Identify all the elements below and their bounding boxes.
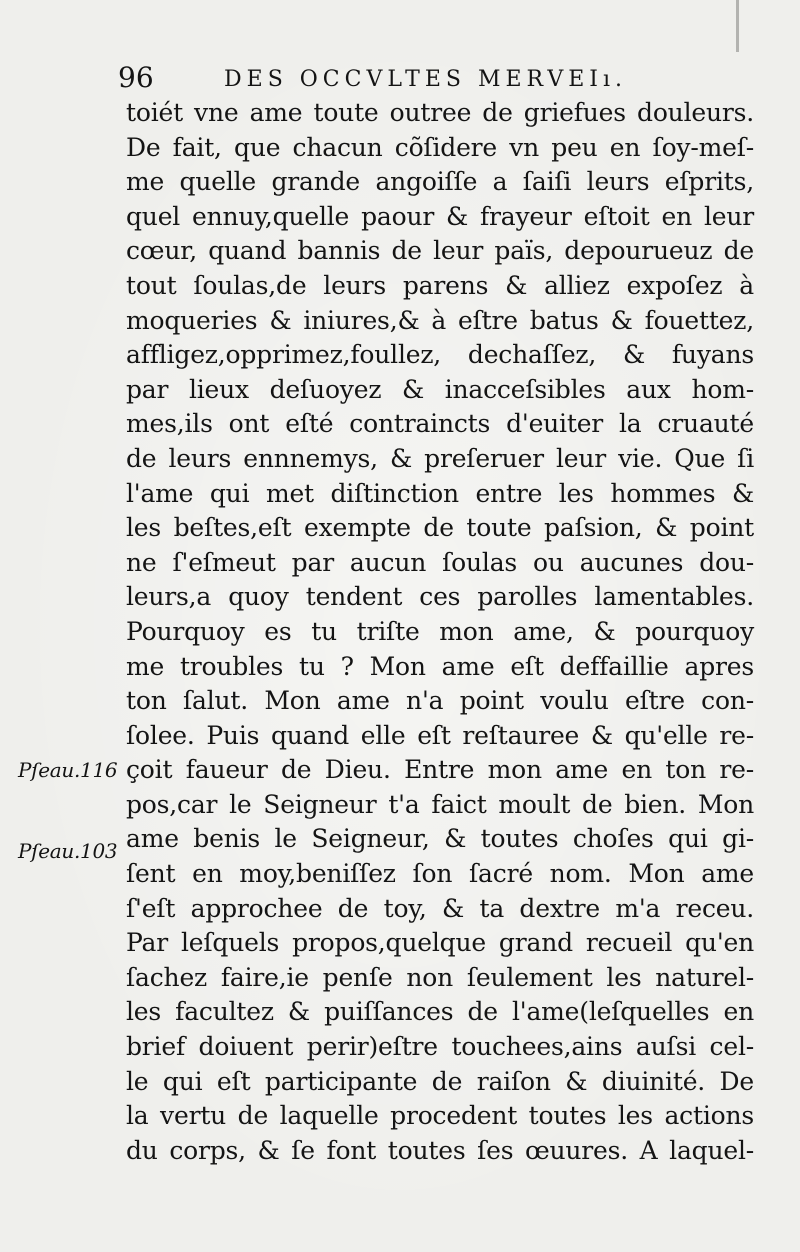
text-line: ne ſ'eſmeut par aucun ſoulas ou aucunes dou-: [126, 547, 754, 577]
text-line: quel ennuy,quelle paour & frayeur eſtoit en leur: [126, 201, 754, 231]
text-line: ame benis le Seigneur, & toutes choſes qui gi-: [126, 824, 754, 854]
text-line: de leurs ennnemys, & preſeruer leur vie. Que ſi: [126, 443, 754, 473]
text-line: ſent en moy,beniſſez ſon ſacré nom. Mon ame: [126, 859, 754, 889]
text-line: çoit faueur de Dieu. Entre mon ame en ton re-: [126, 755, 754, 785]
text-line: cœur, quand bannis de leur païs, depourueuz de: [126, 236, 754, 266]
text-line: le qui eſt participante de raiſon & diuinité. De: [126, 1066, 754, 1096]
margin-note-psalm-116: Pſeau.116: [18, 758, 118, 782]
text-line: ſachez faire,ie penſe non ſeulement les naturel-: [126, 962, 754, 992]
body-text: [126, 96, 754, 1168]
text-line: moqueries & iniures,& à eſtre batus & fouettez,: [126, 305, 754, 335]
page-edge-mark: [736, 0, 739, 52]
text-line: Par leſquels propos,quelque grand recueil qu'en: [126, 928, 754, 958]
text-line: les facultez & puiſſances de l'ame(leſquelles en: [126, 997, 754, 1027]
text-line: mes,ils ont eſté contraincts d'euiter la cruauté: [126, 409, 754, 439]
page-number: 96: [118, 61, 154, 94]
text-line: ſ'eſt approchee de toy, & ta dextre m'a receu.: [126, 893, 754, 923]
running-head: [118, 58, 678, 98]
text-line: brief doiuent perir)eſtre touchees,ains auſsi cel-: [126, 1032, 754, 1062]
running-title: DES OCCVLTES MERVEIı.: [224, 67, 627, 92]
text-line: ſolee. Puis quand elle eſt reſtauree & qu'elle re-: [126, 720, 754, 750]
text-line: Pourquoy es tu triſte mon ame, & pourquoy: [126, 616, 754, 646]
text-line: les beſtes,eſt exempte de toute paſsion, & point: [126, 513, 754, 543]
text-line: leurs,a quoy tendent ces parolles lamentables.: [126, 582, 754, 612]
text-line: affligez,opprimez,foullez, dechaſſez, & fuyans: [126, 340, 754, 370]
text-line: par lieux deſuoyez & inacceſsibles aux hom-: [126, 374, 754, 404]
margin-note-psalm-103: Pſeau.103: [18, 839, 118, 863]
text-line: pos,car le Seigneur t'a faict moult de bien. Mon: [126, 789, 754, 819]
text-line: l'ame qui met diſtinction entre les hommes &: [126, 478, 754, 508]
text-line: me quelle grande angoiſſe a ſaiſi leurs eſprits,: [126, 167, 754, 197]
text-line: du corps, & ſe font toutes ſes œuures. A laquel-: [126, 1135, 754, 1165]
text-line: De fait, que chacun cõſidere vn peu en ſoy-meſ-: [126, 132, 754, 162]
text-line: toiét vne ame toute outree de griefues douleurs.: [126, 98, 754, 127]
text-line: la vertu de laquelle procedent toutes les actions: [126, 1101, 754, 1131]
text-line: tout ſoulas,de leurs parens & alliez expoſez à: [126, 270, 754, 300]
text-line: me troubles tu ? Mon ame eſt deffaillie apres: [126, 651, 754, 681]
text-line: ton ſalut. Mon ame n'a point voulu eſtre con-: [126, 686, 754, 716]
